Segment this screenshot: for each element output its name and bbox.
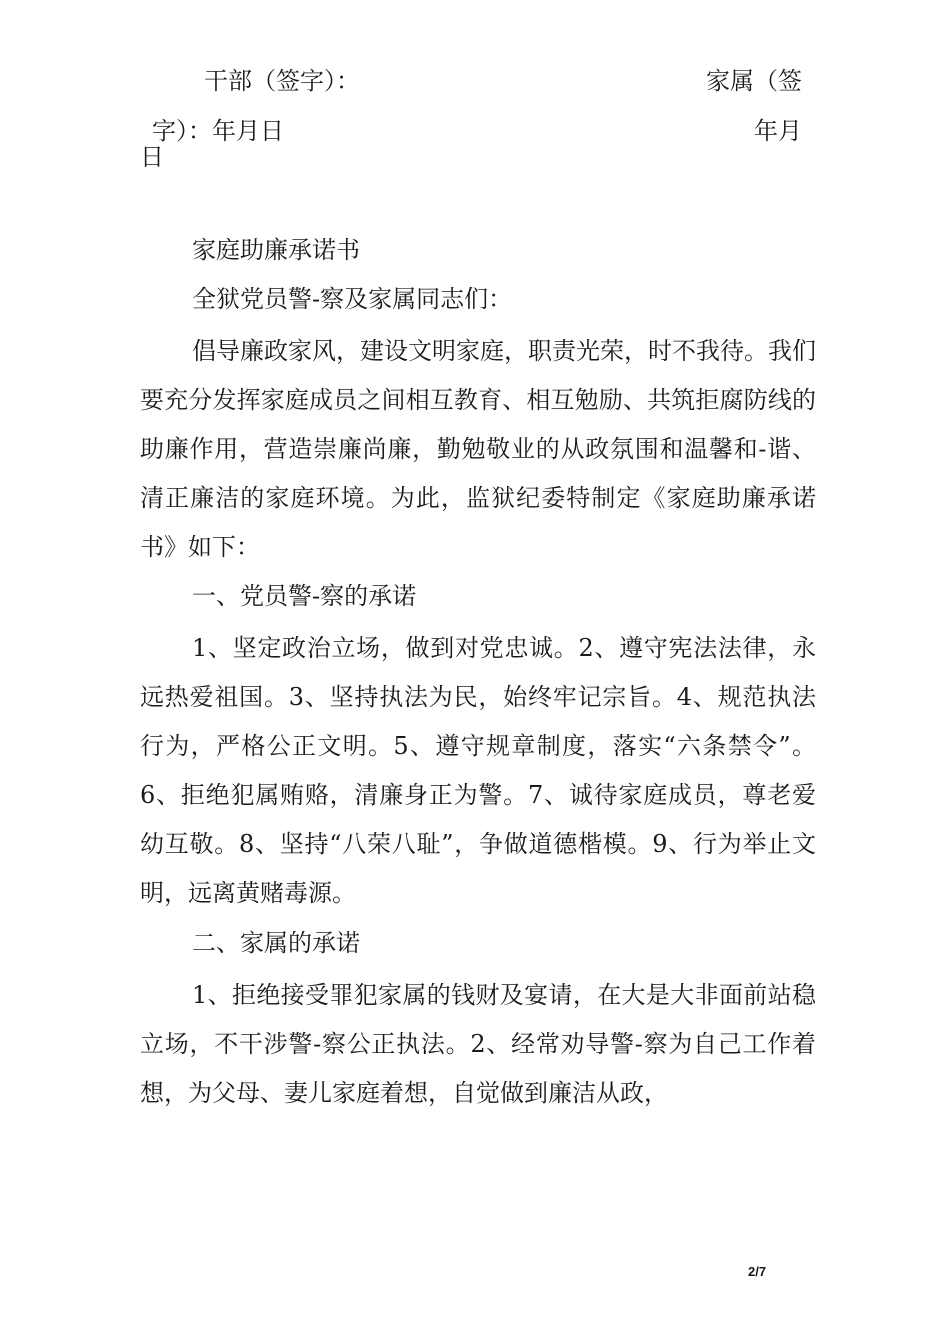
intro-paragraph: 倡导廉政家风，建设文明家庭，职责光荣，时不我待。我们要充分发挥家庭成员之间相互教育、相互勉励、共筑拒腐防线的助廉作用，营造崇廉尚廉，勤勉敬业的从政氛围和温馨和-谐、清正廉洁的家庭环境。为此，监狱纪委特制定《家庭助廉承诺书》如下：	[140, 337, 816, 561]
section-heading-police: 一、党员警-察的承诺	[192, 582, 417, 610]
salutation: 全狱党员警-察及家属同志们：	[192, 285, 513, 313]
cadre-signature-label: 干部（签字）：	[204, 67, 360, 95]
section-body-family: 1、拒绝接受罪犯家属的钱财及宴请，在大是大非面前站稳立场，不干涉警-察公正执法。2、经常劝导警-察为自己工作着想，为父母、妻儿家庭着想，自觉做到廉洁从政，	[140, 981, 816, 1107]
section-body-police: 1、坚定政治立场，做到对党忠诚。2、遵守宪法法律，永远热爱祖国。3、坚持执法为民，始终牢记宗旨。4、规范执法行为，严格公正文明。5、遵守规章制度，落实“六条禁令”。6、拒绝犯属贿赂，清廉身正为警。7、诚待家庭成员，尊老爱幼互敬。8、坚持“八荣八耻”，争做道德楷模。9、行为举止文明，远离黄赌毒源。	[140, 634, 816, 907]
right-date-label: 年月	[754, 117, 802, 145]
family-signature-label-continued: 字）：年月日	[152, 117, 284, 145]
right-date-label-continued: 日	[140, 143, 164, 171]
family-signature-label: 家属（签	[706, 67, 802, 95]
document-title: 家庭助廉承诺书	[192, 236, 360, 264]
section-heading-family: 二、家属的承诺	[192, 929, 360, 957]
page-number: 2/7	[748, 1264, 767, 1279]
